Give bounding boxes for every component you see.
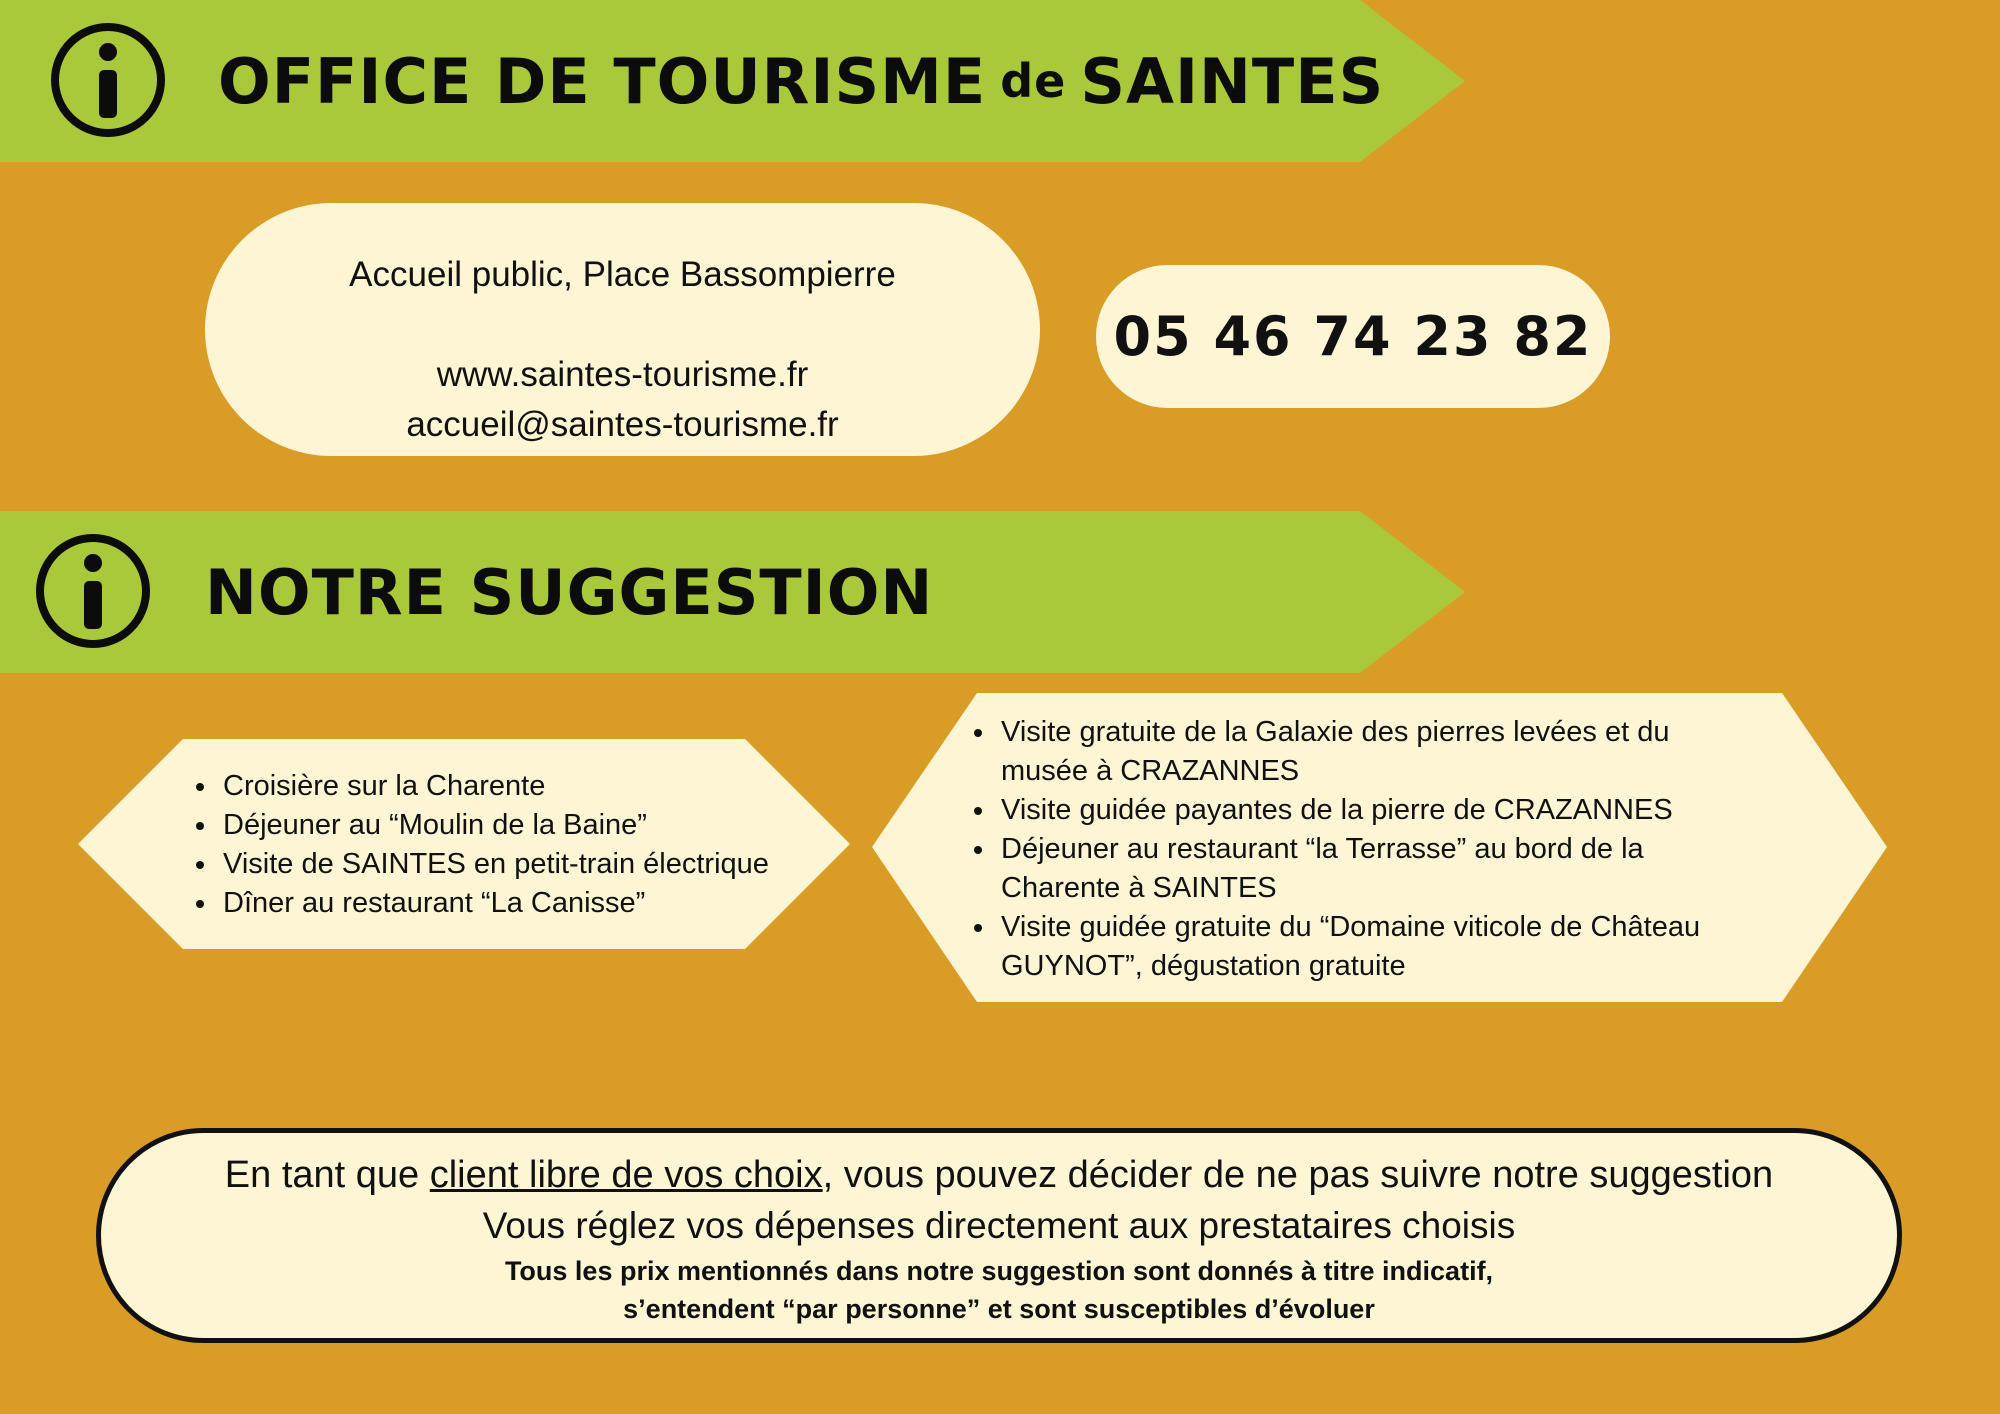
contact-card: [205, 203, 1040, 456]
list-item: • Dîner au restaurant “La Canisse”: [219, 884, 859, 923]
website-link[interactable]: www.saintes-tourisme.fr: [436, 355, 809, 394]
suggestion-day1-card: [78, 739, 850, 949]
title-part1: OFFICE DE TOURISME: [218, 44, 987, 118]
list-item: • Déjeuner au “Moulin de la Baine”: [219, 806, 859, 845]
email-link[interactable]: accueil@saintes-tourisme.fr: [406, 405, 839, 444]
list-item: • Visite guidée payantes de la pierre de CRAZANNES: [997, 791, 1737, 830]
section-title: NOTRE SUGGESTION: [205, 555, 934, 629]
notice-line4: s’entendent “par personne” et sont susceptibles d’évoluer: [623, 1294, 1375, 1324]
free-choice-link: client libre de vos choix: [429, 1154, 823, 1196]
info-circle-icon: [48, 20, 168, 140]
phone-number[interactable]: 05 46 74 23 82: [1096, 265, 1610, 408]
day1-list: [179, 767, 859, 923]
suggestion-banner: [0, 511, 1470, 673]
day2-list: [957, 713, 1737, 986]
header-banner: [0, 0, 1470, 162]
page-title: [218, 0, 1384, 162]
notice-box: [96, 1128, 1902, 1343]
list-item: • Visite guidée gratuite du “Domaine viticole de Château GUYNOT”, dégustation gratuite: [997, 908, 1737, 986]
notice-line2: Vous réglez vos dépenses directement aux prestataires choisis: [482, 1205, 1516, 1246]
title-part2: SAINTES: [1080, 44, 1385, 118]
list-item: • Visite gratuite de la Galaxie des pierres levées et du musée à CRAZANNES: [997, 713, 1737, 791]
list-item: • Déjeuner au restaurant “la Terrasse” au bord de la Charente à SAINTES: [997, 830, 1737, 908]
info-circle-icon: [33, 531, 153, 651]
address-text: Accueil public, Place Bassompierre: [349, 255, 896, 294]
list-item: • Visite de SAINTES en petit-train électrique: [219, 845, 859, 884]
suggestion-day2-card: [872, 693, 1887, 1002]
notice-line3: Tous les prix mentionnés dans notre suggestion sont donnés à titre indicatif,: [504, 1256, 1494, 1286]
title-connector: de: [1000, 54, 1067, 108]
notice-line1: En tant que client libre de vos choix, vous pouvez décider de ne pas suivre notre suggestion: [224, 1154, 1774, 1196]
list-item: • Croisière sur la Charente: [219, 767, 859, 806]
